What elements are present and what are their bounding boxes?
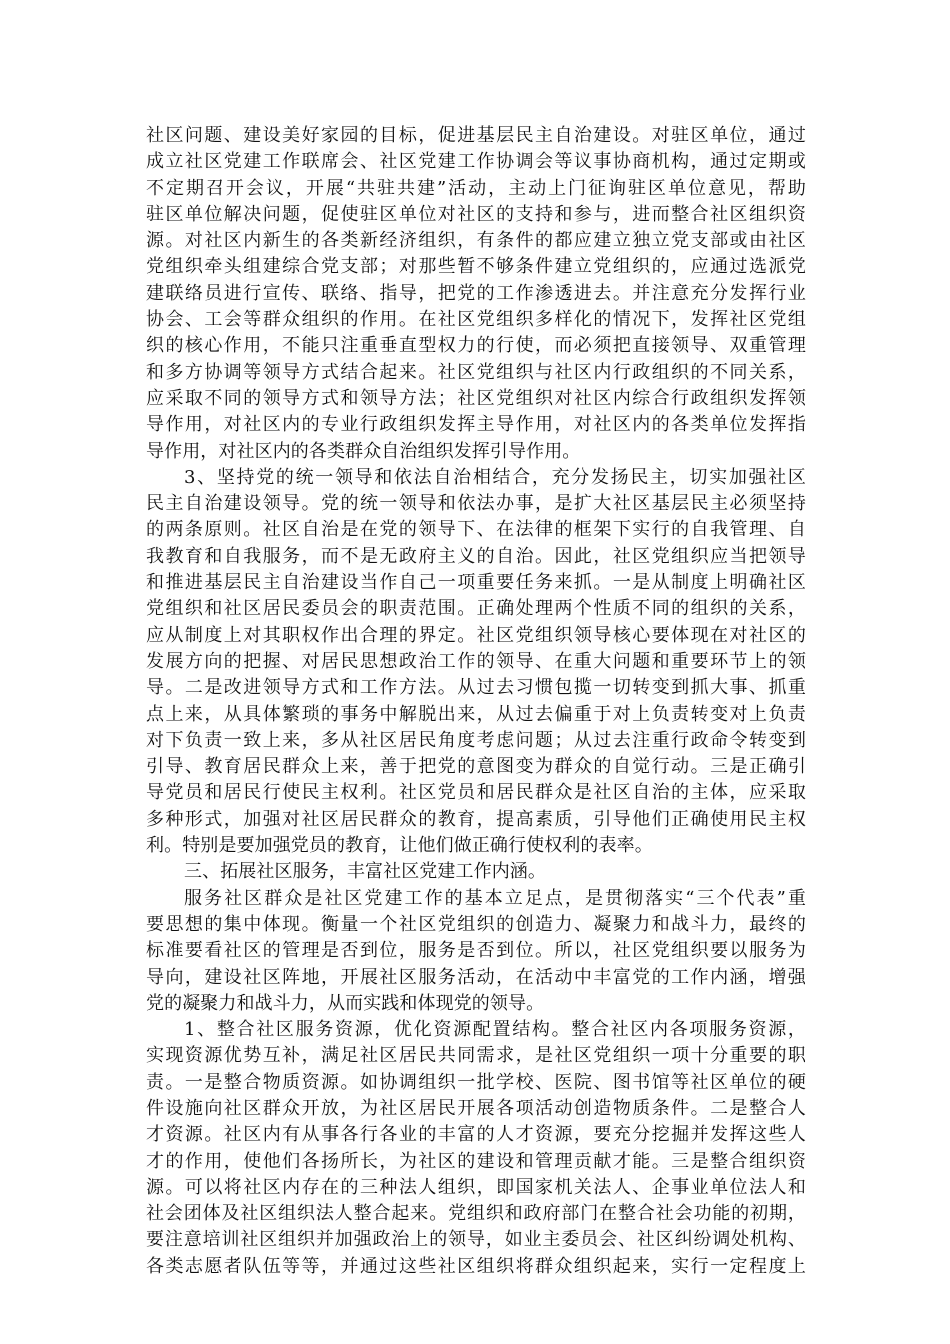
text-line: 引导、教育居民群众上来，善于把党的意图变为群众的自觉行动。三是正确引 [146, 756, 806, 778]
text-line: 和多方协调等领导方式结合起来。社区党组织与社区内行政组织的不同关系， [146, 361, 806, 383]
text-line: 各类志愿者队伍等等，并通过这些社区组织将群众组织起来，实行一定程度上 [146, 1255, 806, 1277]
text-line: 导作用，对社区内的专业行政组织发挥主导作用，对社区内的各类单位发挥指 [146, 414, 806, 436]
text-line: 党的凝聚力和战斗力，从而实践和体现党的领导。 [146, 992, 545, 1014]
text-line: 社会团体及社区组织法人整合起来。党组织和政府部门在整合社会功能的初期， [146, 1203, 806, 1225]
text-line: 三、拓展社区服务，丰富社区党建工作内涵。 [184, 861, 546, 883]
document-body [146, 123, 806, 1280]
text-line: 应从制度上对其职权作出合理的界定。社区党组织领导核心要体现在对社区的 [146, 624, 806, 646]
text-line: 导作用，对社区内的各类群众自治组织发挥引导作用。 [146, 440, 581, 462]
text-line: 和推进基层民主自治建设当作自己一项重要任务来抓。一是从制度上明确社区 [146, 572, 806, 594]
text-line: 责。一是整合物质资源。如协调组织一批学校、医院、图书馆等社区单位的硬 [146, 1071, 806, 1093]
text-line: 社区问题、建设美好家园的目标，促进基层民主自治建设。对驻区单位，通过 [146, 125, 806, 146]
text-line: 才资源。社区内有从事各行各业的丰富的人才资源，要充分挖掘并发挥这些人 [146, 1124, 806, 1146]
text-line: 点上来，从具体繁琐的事务中解脱出来，从过去偏重于对上负责转变对上负责 [146, 703, 806, 725]
text-line: 导。二是改进领导方式和工作方法。从过去习惯包揽一切转变到抓大事、抓重 [146, 677, 806, 699]
text-line: 我教育和自我服务，而不是无政府主义的自治。因此，社区党组织应当把领导 [146, 545, 806, 567]
text-line: 才的作用，使他们各扬所长，为社区的建设和管理贡献才能。三是整合组织资 [146, 1150, 806, 1172]
text-line: 多种形式，加强对社区居民群众的教育，提高素质，引导他们正确使用民主权 [146, 808, 806, 830]
text-line: 应采取不同的领导方式和领导方法；社区党组织对社区内综合行政组织发挥领 [146, 387, 806, 409]
text-line: 党组织和社区居民委员会的职责范围。正确处理两个性质不同的组织的关系， [146, 598, 806, 620]
text-line: 建联络员进行宣传、联络、指导，把党的工作渗透进去。并注意充分发挥行业 [146, 282, 806, 304]
text-line: 织的核心作用，不能只注重垂直型权力的行使，而必须把直接领导、双重管理 [146, 335, 806, 357]
text-line: 要注意培训社区组织并加强政治上的领导，如业主委员会、社区纠纷调处机构、 [146, 1229, 806, 1251]
text-line: 发展方向的把握、对居民思想政治工作的领导、在重大问题和重要环节上的领 [146, 650, 806, 672]
text-line: 源。可以将社区内存在的三种法人组织，即国家机关法人、企事业单位法人和 [146, 1176, 806, 1198]
text-line: 利。特别是要加强党员的教育，让他们做正确行使权利的表率。 [146, 835, 653, 857]
text-line: 实现资源优势互补，满足社区居民共同需求，是社区党组织一项十分重要的职 [146, 1045, 806, 1067]
text-line: 导党员和居民行使民主权利。社区党员和居民群众是社区自治的主体，应采取 [146, 782, 806, 804]
text-line: 服务社区群众是社区党建工作的基本立足点，是贯彻落实“三个代表”重 [184, 887, 806, 909]
text-line: 驻区单位解决问题，促使驻区单位对社区的支持和参与，进而整合社区组织资 [146, 203, 806, 225]
text-line: 党组织牵头组建综合党支部；对那些暂不够条件建立党组织的，应通过选派党 [146, 256, 806, 278]
text-line: 民主自治建设领导。党的统一领导和依法办事，是扩大社区基层民主必须坚持 [146, 493, 806, 515]
text-line: 导向，建设社区阵地，开展社区服务活动，在活动中丰富党的工作内涵，增强 [146, 966, 806, 988]
text-line: 1、整合社区服务资源，优化资源配置结构。整合社区内各项服务资源， [184, 1019, 806, 1041]
text-line: 协会、工会等群众组织的作用。在社区党组织多样化的情况下，发挥社区党组 [146, 309, 806, 331]
text-line: 标准要看社区的管理是否到位，服务是否到位。所以，社区党组织要以服务为 [146, 940, 806, 962]
text-line: 要思想的集中体现。衡量一个社区党组织的创造力、凝聚力和战斗力，最终的 [146, 913, 806, 935]
text-line: 件设施向社区群众开放，为社区居民开展各项活动创造物质条件。二是整合人 [146, 1097, 806, 1119]
text-line: 源。对社区内新生的各类新经济组织，有条件的都应建立独立党支部或由社区 [146, 230, 806, 252]
text-line: 的两条原则。社区自治是在党的领导下、在法律的框架下实行的自我管理、自 [146, 519, 806, 541]
text-line: 不定期召开会议，开展“共驻共建”活动，主动上门征询驻区单位意见，帮助 [146, 177, 806, 199]
text-line: 成立社区党建工作联席会、社区党建工作协调会等议事协商机构，通过定期或 [146, 151, 806, 173]
text-line: 对下负责一致上来，多从社区居民角度考虑问题；从过去注重行政命令转变到 [146, 729, 806, 751]
text-line: 3、坚持党的统一领导和依法自治相结合，充分发扬民主，切实加强社区 [184, 466, 806, 488]
